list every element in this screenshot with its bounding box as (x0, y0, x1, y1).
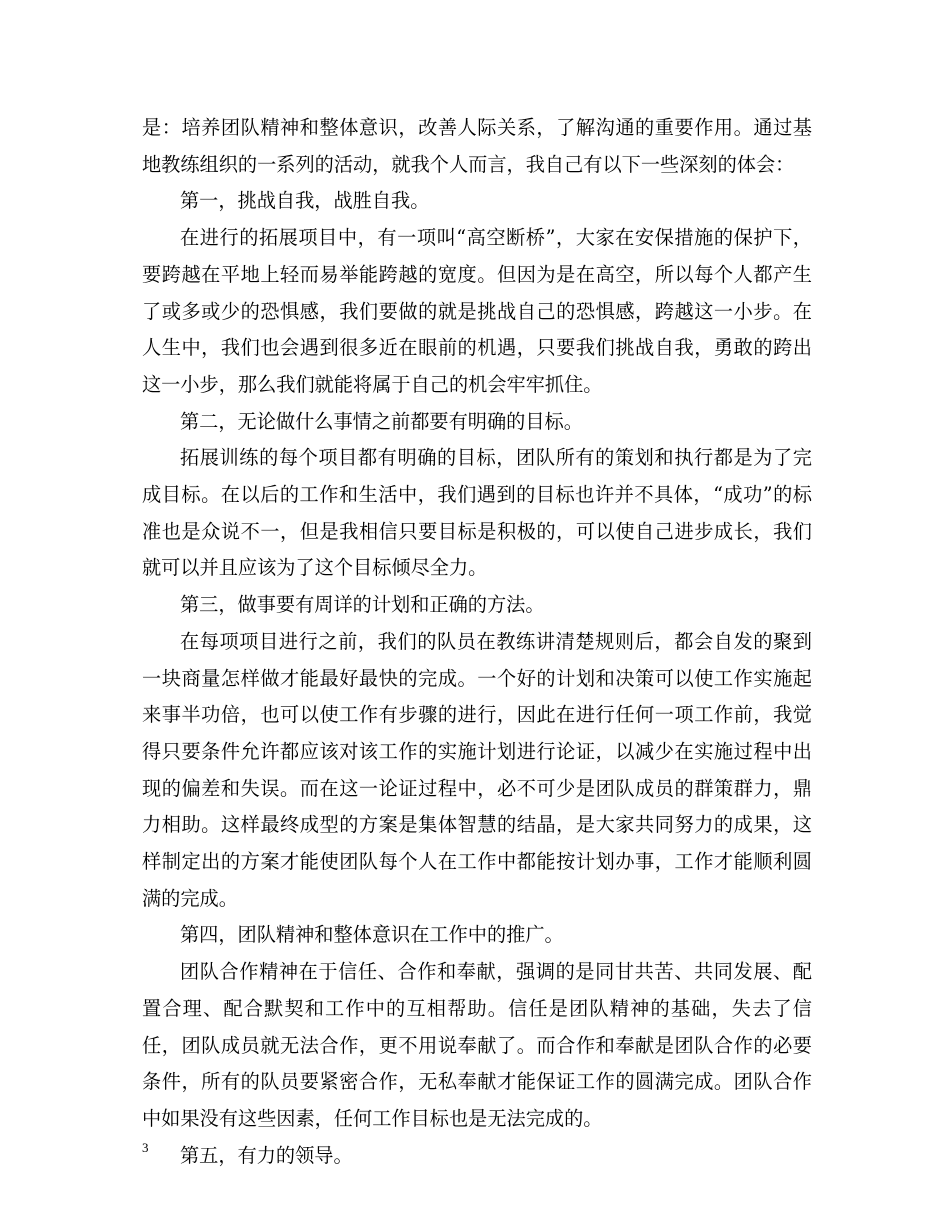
paragraph-clear-goals: 拓展训练的每个项目都有明确的目标，团队所有的策划和执行都是为了完成目标。在以后的工作和生活中，我们遇到的目标也许并不具体，“成功”的标准也是众说不一，但是我相信只要目标是积极的，可以使自己进步成长，我们就可以并且应该为了这个目标倾尽全力。 (142, 446, 812, 580)
paragraph-planning: 在每项项目进行之前，我们的队员在教练讲清楚规则后，都会自发的聚到一块商量怎样做才能最好最快的完成。一个好的计划和决策可以使工作实施起来事半功倍，也可以使工作有步骤的进行，因此在进行任何一项工作前，我觉得只要条件允许都应该对该工作的实施计划进行论证，以减少在实施过程中出现的偏差和失误。而在这一论证过程中，必不可少是团队成员的群策群力，鼎力相助。这样最终成型的方案是集体智慧的结晶，是大家共同努力的成果，这样制定出的方案才能使团队每个人在工作中都能按计划办事，工作才能顺利圆满的完成。 (142, 629, 812, 910)
heading-point-five: 第五，有力的领导。 (180, 1143, 353, 1167)
heading-point-three: 第三，做事要有周详的计划和正确的方法。 (180, 593, 545, 617)
heading-point-four: 第四，团队精神和整体意识在工作中的推广。 (180, 923, 564, 947)
heading-point-two: 第二，无论做什么事情之前都要有明确的目标。 (180, 409, 583, 433)
heading-point-one: 第一，挑战自我，战胜自我。 (180, 189, 430, 213)
page-number: 3 (142, 1140, 149, 1155)
paragraph-team-spirit: 团队合作精神在于信任、合作和奉献，强调的是同甘共苦、共同发展、配置合理、配合默契和工作中的互相帮助。信任是团队精神的基础，失去了信任，团队成员就无法合作，更不用说奉献了。而合作和奉献是团队合作的必要条件，所有的队员要紧密合作，无私奉献才能保证工作的圆满完成。团队合作中如果没有这些因素，任何工作目标也是无法完成的。 (142, 960, 812, 1130)
paragraph-high-bridge: 在进行的拓展项目中，有一项叫“高空断桥”，大家在安保措施的保护下，要跨越在平地上轻而易举能跨越的宽度。但因为是在高空，所以每个人都产生了或多或少的恐惧感，我们要做的就是挑战自己的恐惧感，跨越这一小步。在人生中，我们也会遇到很多近在眼前的机遇，只要我们挑战自我，勇敢的跨出这一小步，那么我们就能将属于自己的机会牢牢抓住。 (142, 226, 812, 396)
paragraph-continuation: 是：培养团队精神和整体意识，改善人际关系，了解沟通的重要作用。通过基地教练组织的一系列的活动，就我个人而言，我自己有以下一些深刻的体会： (142, 116, 812, 176)
document-body (142, 110, 812, 1174)
